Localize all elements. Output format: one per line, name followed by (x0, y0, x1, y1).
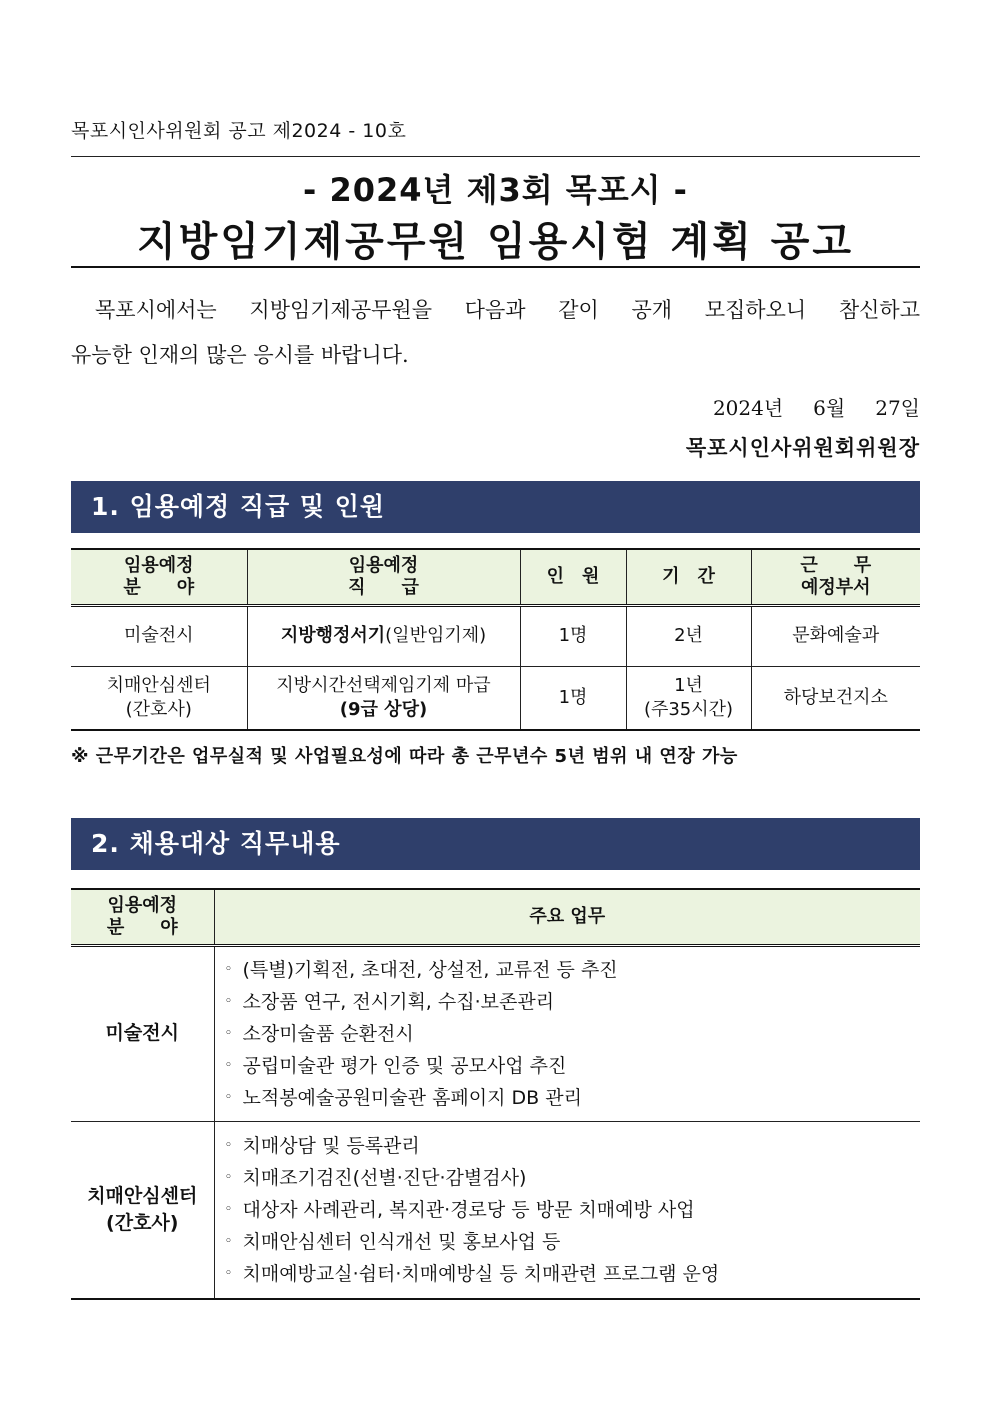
list-item: ◦ 치매안심센터 인식개선 및 홍보사업 등 (224, 1230, 561, 1253)
cell-count: 1명 (520, 605, 626, 666)
section-1-heading: 1. 임용예정 직급 및 인원 (71, 481, 920, 533)
list-item: ◦ 노적봉예술공원미술관 홈페이지 DB 관리 (224, 1086, 582, 1109)
date-month: 6월 (813, 396, 846, 420)
table-row (71, 1121, 920, 1299)
cell-period: 2년 (626, 605, 751, 666)
table-row (71, 605, 920, 666)
list-item: ◦ 치매예방교실·쉼터·치매예방실 등 치매관련 프로그램 운영 (224, 1262, 720, 1285)
intro-line-1: 목포시에서는 지방임기제공무원을 다음과 같이 공개 모집하오니 참신하고 (95, 298, 920, 322)
notice-number: 목포시인사위원회 공고 제2024 - 10호 (71, 120, 407, 142)
cell-dept: 하당보건지소 (751, 666, 920, 730)
cell-grade: 지방시간선택제임기제 마급 (9급 상당) (247, 666, 520, 730)
col-header-count: 인 원 (520, 549, 626, 605)
col-header-grade: 임용예정 직 급 (247, 549, 520, 605)
section-2-heading: 2. 채용대상 직무내용 (71, 818, 920, 870)
duty-list (225, 1130, 920, 1290)
list-item: ◦ (특별)기획전, 초대전, 상설전, 교류전 등 추진 (224, 958, 618, 981)
col-header-field: 임용예정 분 야 (71, 549, 247, 605)
list-item: ◦ 소장미술품 순환전시 (224, 1022, 414, 1045)
col-header-duties: 주요 업무 (214, 889, 920, 945)
cell-field: 치매안심센터 (간호사) (87, 1184, 198, 1234)
list-item: ◦ 소장품 연구, 전시기획, 수집·보존관리 (224, 990, 555, 1013)
duties-table (71, 888, 920, 1300)
date-year: 2024년 (712, 396, 784, 420)
signer: 목포시인사위원회위원장 (685, 435, 920, 460)
table-header-row (71, 549, 920, 605)
table-row (71, 945, 920, 1121)
title-rule (71, 266, 920, 268)
title-line-1: - 2024년 제3회 목포시 - (303, 171, 688, 209)
cell-field: 치매안심센터 (간호사) (71, 666, 247, 730)
cell-period: 1년 (주35시간) (626, 666, 751, 730)
cell-field: 미술전시 (105, 1022, 179, 1044)
cell-dept: 문화예술과 (751, 605, 920, 666)
cell-grade: 지방행정서기(일반임기제) (247, 605, 520, 666)
footnote: ※ 근무기간은 업무실적 및 사업필요성에 따라 총 근무년수 5년 범위 내 연장 가능 (71, 746, 738, 767)
list-item: ◦ 치매조기검진(선별·진단·감별검사) (224, 1166, 527, 1189)
cell-field: 미술전시 (71, 605, 247, 666)
col-header-dept: 근 무 예정부서 (751, 549, 920, 605)
positions-table (71, 548, 920, 731)
list-item: ◦ 공립미술관 평가 인증 및 공모사업 추진 (224, 1054, 567, 1077)
duty-list (225, 954, 920, 1114)
intro-paragraph (71, 288, 920, 378)
notice-date (713, 392, 920, 421)
table-header-row (71, 889, 920, 945)
cell-duties (214, 1121, 920, 1299)
date-day: 27일 (875, 396, 920, 420)
col-header-field: 임용예정 분 야 (71, 889, 214, 945)
col-header-period: 기 간 (626, 549, 751, 605)
list-item: ◦ 대상자 사례관리, 복지관·경로당 등 방문 치매예방 사업 (224, 1198, 695, 1221)
cell-duties (214, 945, 920, 1121)
cell-count: 1명 (520, 666, 626, 730)
header-rule (71, 156, 920, 157)
table-row (71, 666, 920, 730)
intro-line-2: 유능한 인재의 많은 응시를 바랍니다. (71, 343, 409, 367)
list-item: ◦ 치매상담 및 등록관리 (224, 1134, 420, 1157)
title-line-2: 지방임기제공무원 임용시험 계획 공고 (136, 219, 855, 265)
